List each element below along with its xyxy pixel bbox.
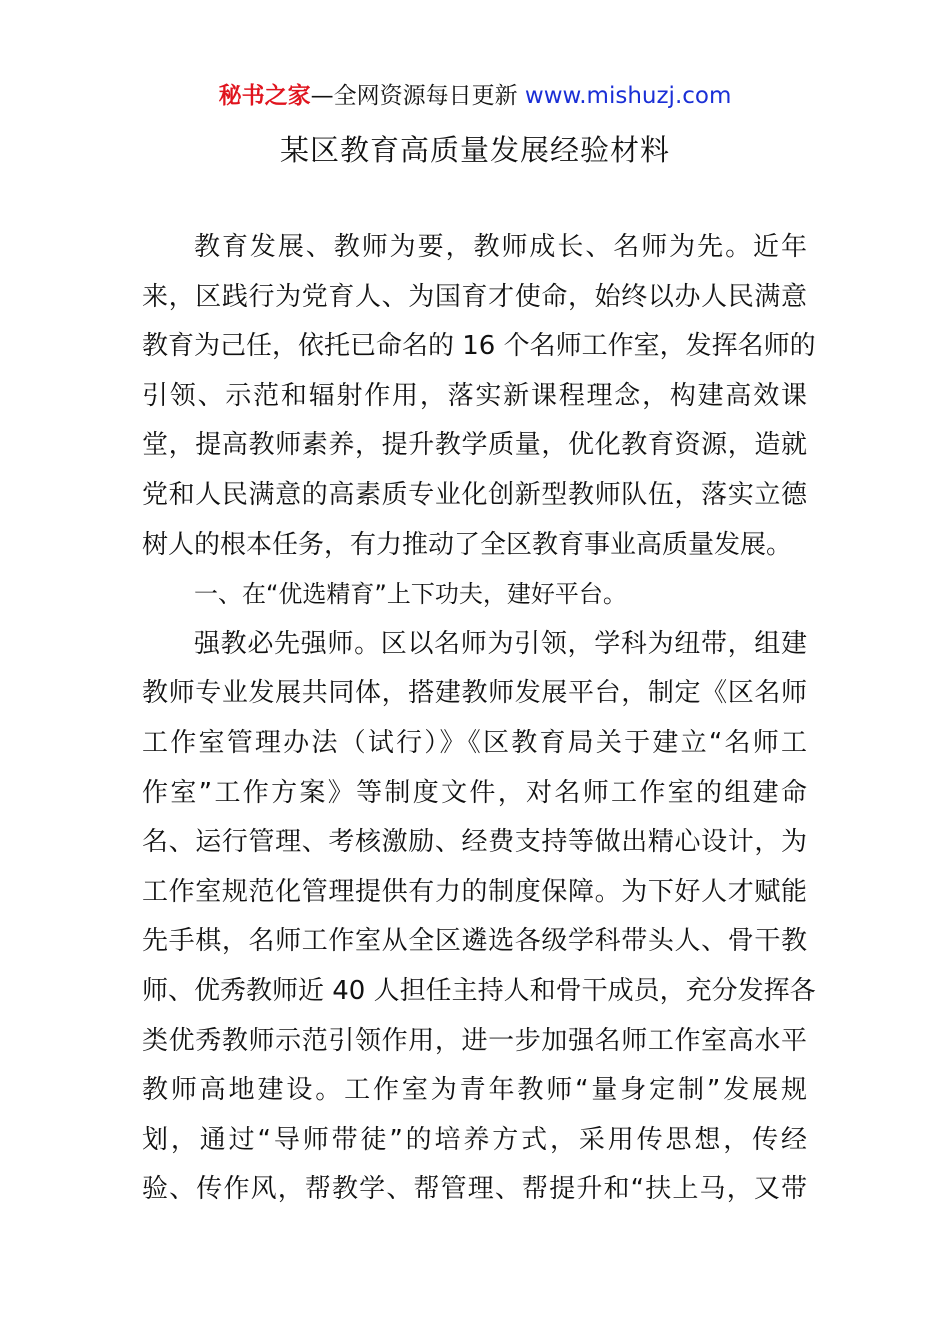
paragraph-line: 划，通过“导师带徒”的培养方式，采用传思想，传经: [142, 1124, 807, 1155]
paragraph-line: 名、运行管理、考核激励、经费支持等做出精心设计，为: [142, 827, 807, 858]
paragraph-line: 教育发展、教师为要，教师成长、名师为先。近年: [194, 232, 807, 262]
paragraph-line: 工作室管理办法（试行）》《区教育局关于建立“名师工: [142, 727, 807, 758]
section-heading: 一、在“优选精育”上下功夫，建好平台。: [194, 580, 627, 609]
paragraph-line: 师、优秀教师近 40 人担任主持人和骨干成员，充分发挥各: [142, 975, 816, 1006]
paragraph-line: 党和人民满意的高素质专业化创新型教师队伍，落实立德: [142, 479, 807, 510]
site-brand: 秘书之家: [218, 83, 311, 109]
paragraph-line: 教育为己任，依托已命名的 16 个名师工作室，发挥名师的: [142, 331, 816, 362]
document-title: 某区教育高质量发展经验材料: [279, 133, 670, 167]
paragraph-line: 类优秀教师示范引领作用，进一步加强名师工作室高水平: [142, 1025, 807, 1056]
site-header: [0, 80, 950, 112]
paragraph-line: 工作室规范化管理提供有力的制度保障。为下好人才赋能: [142, 876, 807, 907]
paragraph-line: 教师专业发展共同体，搭建教师发展平台，制定《区名师: [142, 678, 807, 709]
paragraph-line: 堂，提高教师素养，提升教学质量，优化教育资源，造就: [142, 430, 807, 461]
document-body: [142, 223, 816, 1215]
site-tagline: —全网资源每日更新: [310, 83, 525, 109]
site-url-link[interactable]: www.mishuzj.com: [524, 83, 732, 109]
paragraph-line: 验、传作风，帮教学、帮管理、帮提升和“扶上马，又带: [142, 1174, 807, 1205]
paragraph-line: 作室”工作方案》等制度文件，对名师工作室的组建命: [142, 777, 807, 808]
paragraph-line: 教师高地建设。工作室为青年教师“量身定制”发展规: [142, 1075, 807, 1106]
paragraph-line: 引领、示范和辐射作用，落实新课程理念，构建高效课: [142, 380, 807, 411]
paragraph-line: 先手棋，名师工作室从全区遴选各级学科带头人、骨干教: [142, 926, 807, 957]
paragraph-line: 树人的根本任务，有力推动了全区教育事业高质量发展。: [142, 529, 793, 560]
paragraph-line: 来，区践行为党育人、为国育才使命，始终以办人民满意: [142, 281, 807, 312]
paragraph-line: 强教必先强师。区以名师为引领，学科为纽带，组建: [194, 628, 807, 659]
